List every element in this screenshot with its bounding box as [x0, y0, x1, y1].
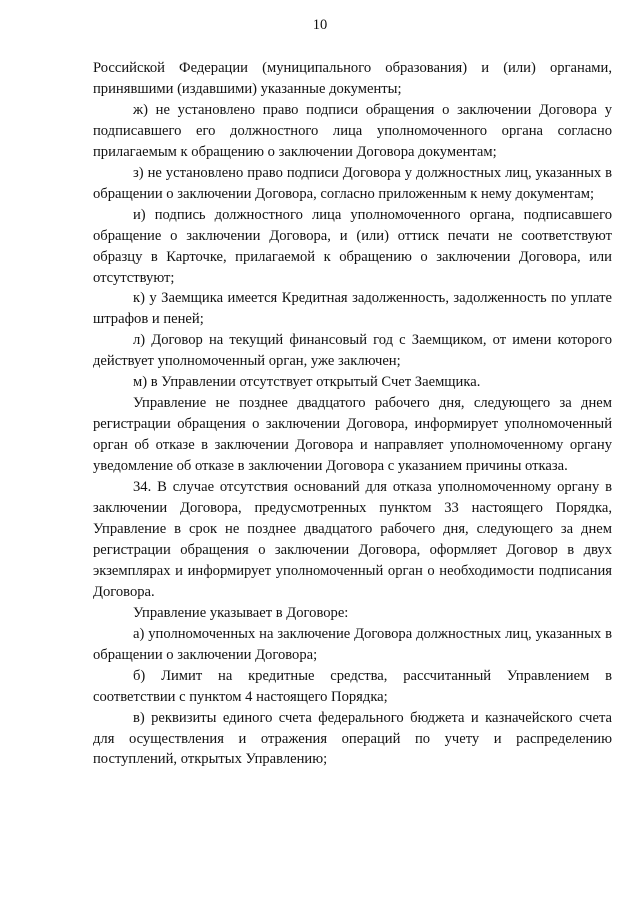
paragraph-item-m: м) в Управлении отсутствует открытый Счет Заемщика. — [133, 374, 481, 391]
paragraph-item-l: л) Договор на текущий финансовый год с Заемщиком, от имени которого действует уполномоченный орган, уже заключен; — [93, 332, 612, 370]
paragraph-item-v: в) реквизиты единого счета федерального бюджета и казначейского счета для осуществления и отражения операций по учету и распределению поступлений, открытых Управлению; — [93, 709, 612, 768]
paragraph-continuation: Российской Федерации (муниципального образования) и (или) органами, принявшими (издавшими) указанные документы; — [93, 60, 612, 97]
paragraph-item-k: к) у Заемщика имеется Кредитная задолженность, задолженность по уплате штрафов и пеней; — [93, 290, 612, 328]
paragraph-refusal-notice: Управление не позднее двадцатого рабочего дня, следующего за днем регистрации обращения о заключении Договора, информирует уполномоченный орган об отказе в заключении Договора и направляет уполномоченному органу уведомление об отказе в заключении Договора с указанием причины отказа. — [93, 395, 612, 475]
page-number: 10 — [312, 17, 328, 33]
paragraph-item-b: б) Лимит на кредитные средства, рассчитанный Управлением в соответствии с пунктом 4 настоящего Порядка; — [93, 667, 612, 705]
paragraph-item-z: з) не установлено право подписи Договора у должностных лиц, указанных в обращении о заключении Договора, согласно приложенным к нему документам; — [93, 164, 612, 202]
paragraph-item-a: а) уполномоченных на заключение Договора должностных лиц, указанных в обращении о заключении Договора; — [93, 625, 612, 663]
paragraph-item-zh: ж) не установлено право подписи обращения о заключении Договора у подписавшего его должностного лица уполномоченного органа согласно прилагаемым к обращению о заключении Договора документам; — [93, 101, 612, 160]
paragraph-item-i: и) подпись должностного лица уполномоченного органа, подписавшего обращение о заключении Договора, и (или) оттиск печати не соответствуют образцу в Карточке, прилагаемой к обращению о заключении Договора, или отсутствуют; — [93, 206, 612, 286]
paragraph-clause-34: 34. В случае отсутствия оснований для отказа уполномоченному органу в заключении Договора, предусмотренных пунктом 33 настоящего Порядка, Управление в срок не позднее двадцатого рабочего дня, следующего за днем регистрации обращения о заключении Договора, оформляет Договор в двух экземплярах и информирует уполномоченный орган о необходимости подписания Договора. — [93, 479, 612, 600]
paragraph-contract-contents-intro: Управление указывает в Договоре: — [133, 604, 349, 621]
document-body — [93, 58, 612, 770]
